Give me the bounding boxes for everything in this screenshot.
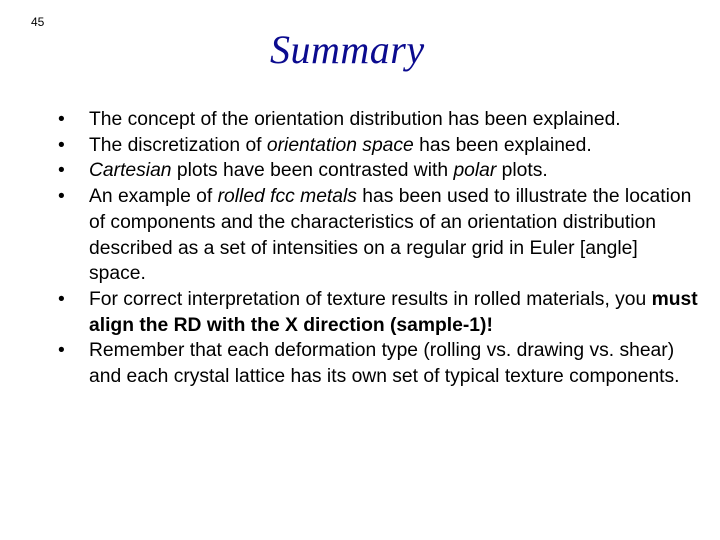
bullet-text: Cartesian bbox=[89, 160, 172, 182]
bullet-text: polar bbox=[453, 160, 497, 182]
bullet-marker: • bbox=[58, 160, 65, 182]
bullet-text: The concept of the orientation distribution has been explained. bbox=[89, 109, 621, 130]
bullet-text: plots have been contrasted with bbox=[171, 160, 454, 182]
bullet-text: has been explained. bbox=[413, 134, 592, 156]
bullet-text: rolled fcc metals bbox=[217, 186, 357, 208]
bullet-marker: • bbox=[58, 186, 65, 208]
bullet-item bbox=[58, 338, 698, 389]
slide-number: 45 bbox=[31, 15, 45, 29]
bullet-text: For correct interpretation of texture results in rolled materials, you bbox=[89, 288, 652, 310]
bullet-text: Remember that each deformation type (rolling vs. drawing vs. shear) and each crystal lattice has its own set of typical texture components. bbox=[89, 340, 680, 388]
bullet-text: orientation space bbox=[266, 134, 414, 156]
bullet-list bbox=[58, 107, 698, 390]
bullet-text: plots. bbox=[496, 160, 548, 182]
bullet-text: An example of bbox=[89, 186, 218, 208]
slide-title: Summary bbox=[270, 27, 425, 72]
bullet-marker: • bbox=[58, 109, 65, 130]
bullet-item bbox=[58, 133, 698, 159]
bullet-marker: • bbox=[58, 288, 65, 310]
bullet-item bbox=[58, 184, 698, 287]
bullet-text: must align the RD with the X direction (sample-1)! bbox=[89, 288, 698, 336]
bullet-text: has been used to illustrate the location of components and the characteristics of an orientation distribution described as a set of intensities on a regular grid in Euler [angle] space. bbox=[89, 186, 692, 285]
bullet-item bbox=[58, 107, 698, 133]
bullet-item bbox=[58, 287, 698, 338]
bullet-marker: • bbox=[58, 340, 65, 362]
bullet-marker: • bbox=[58, 134, 65, 156]
bullet-text: The discretization of bbox=[89, 134, 267, 156]
bullet-item bbox=[58, 158, 698, 184]
